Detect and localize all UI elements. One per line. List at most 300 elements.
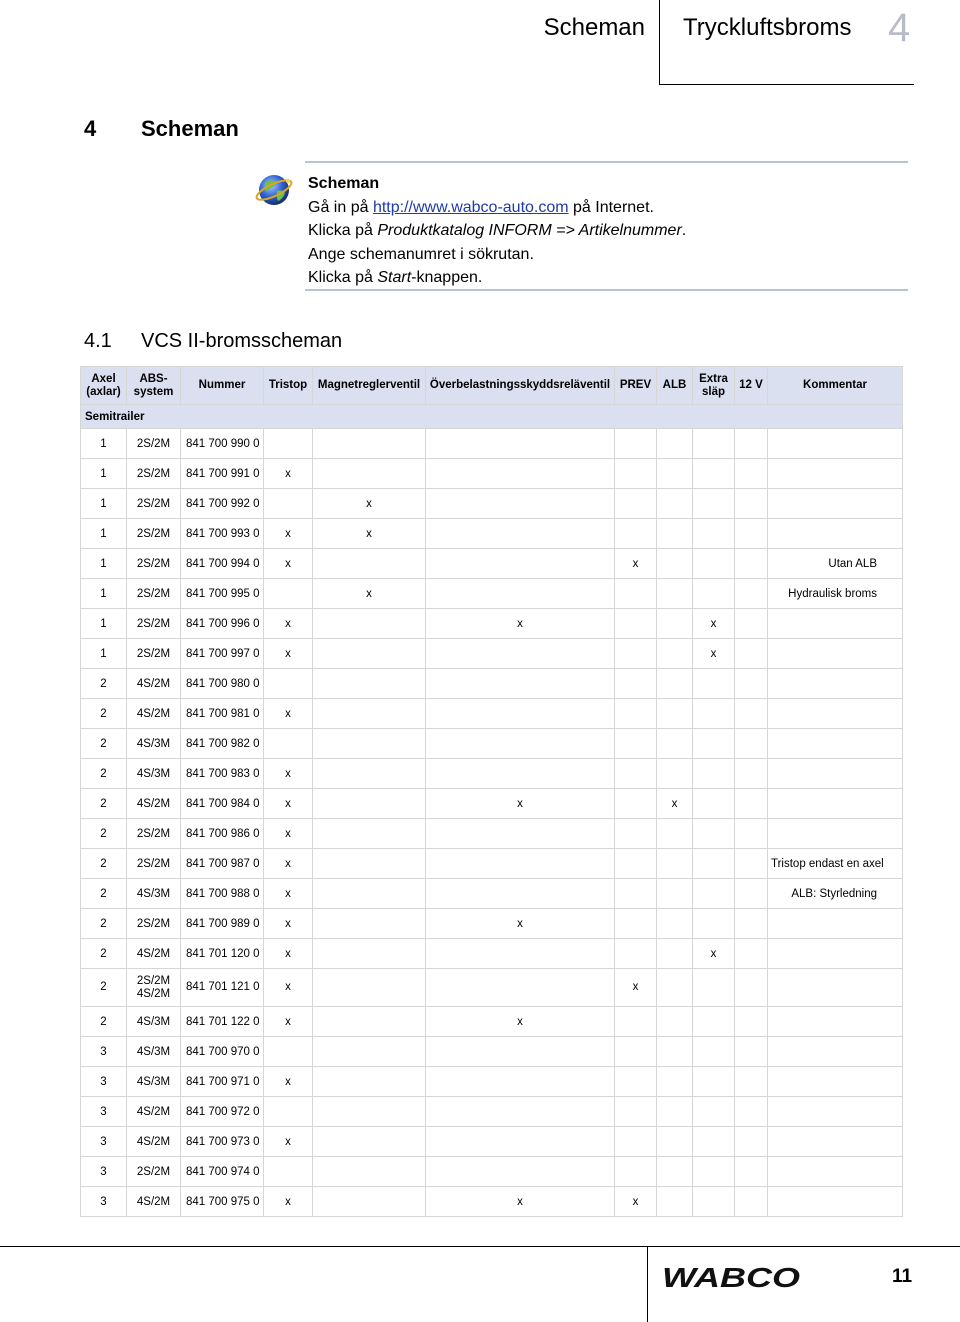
column-header-extra-slap: Extra släp [693,367,735,405]
cell-kommentar: ALB: Styrledning [768,879,903,909]
cell-extra-slap [693,1187,735,1217]
header-chapter-number: 4 [888,6,911,50]
cell-prev [615,849,657,879]
cell-extra-slap [693,579,735,609]
info-text: Gå in på [308,198,373,216]
table-row [81,729,903,759]
table-row [81,1127,903,1157]
cell-alb [657,729,693,759]
info-text: Klicka på [308,222,378,239]
cell-tristop [264,429,313,459]
cell-alb [657,909,693,939]
cell-alb [657,819,693,849]
cell-12v [735,1127,768,1157]
cell-abs-system: 2S/2M [127,849,181,879]
table-row [81,669,903,699]
cell-tristop: x [264,759,313,789]
cell-prev [615,1127,657,1157]
cell-alb: x [657,789,693,819]
cell-magnetreglerventil [313,609,426,639]
cell-abs-system: 4S/2M [127,939,181,969]
cell-12v [735,489,768,519]
cell-magnetreglerventil [313,939,426,969]
cell-abs-system: 2S/2M [127,909,181,939]
cell-prev [615,939,657,969]
cell-kommentar [768,699,903,729]
cell-nummer: 841 700 991 0 [181,459,264,489]
table-row [81,699,903,729]
cell-magnetreglerventil [313,759,426,789]
cell-kommentar [768,1127,903,1157]
cell-nummer: 841 700 981 0 [181,699,264,729]
cell-abs-system: 4S/2M [127,1097,181,1127]
cell-12v [735,579,768,609]
cell-alb [657,1187,693,1217]
wabco-logo-text: WABCO [662,1263,801,1291]
footer-rule [0,1246,960,1247]
cell-magnetreglerventil [313,1157,426,1187]
cell-magnetreglerventil [313,459,426,489]
cell-alb [657,669,693,699]
cell-axel: 2 [81,1007,127,1037]
cell-nummer: 841 700 974 0 [181,1157,264,1187]
cell-nummer: 841 700 994 0 [181,549,264,579]
cell-tristop: x [264,1067,313,1097]
cell-prev [615,879,657,909]
info-catalog-path: Produktkatalog INFORM => Artikelnummer [377,222,682,239]
section-title: VCS II-bromsscheman [141,330,343,352]
cell-magnetreglerventil [313,1097,426,1127]
cell-abs-system: 2S/2M [127,459,181,489]
table-row [81,459,903,489]
table-row [81,879,903,909]
table-row [81,819,903,849]
cell-alb [657,429,693,459]
cell-extra-slap [693,549,735,579]
table-row [81,939,903,969]
cell-kommentar [768,729,903,759]
cell-axel: 1 [81,429,127,459]
table-row [81,489,903,519]
cell-overbelastningsskydd [426,759,615,789]
cell-alb [657,879,693,909]
info-text: -knappen. [411,269,483,286]
cell-prev [615,1097,657,1127]
cell-nummer: 841 700 984 0 [181,789,264,819]
cell-nummer: 841 700 970 0 [181,1037,264,1067]
cell-extra-slap [693,1127,735,1157]
cell-overbelastningsskydd: x [426,909,615,939]
table-row [81,849,903,879]
cell-overbelastningsskydd [426,579,615,609]
cell-magnetreglerventil [313,969,426,1007]
cell-extra-slap [693,729,735,759]
cell-magnetreglerventil [313,909,426,939]
cell-tristop: x [264,939,313,969]
cell-axel: 1 [81,519,127,549]
section-number: 4.1 [84,330,112,352]
cell-magnetreglerventil: x [313,579,426,609]
cell-overbelastningsskydd [426,1127,615,1157]
cell-magnetreglerventil [313,1007,426,1037]
table-row [81,789,903,819]
cell-kommentar [768,819,903,849]
cell-abs-system: 4S/3M [127,1007,181,1037]
cell-magnetreglerventil [313,1127,426,1157]
cell-axel: 2 [81,909,127,939]
cell-prev [615,1037,657,1067]
cell-axel: 3 [81,1127,127,1157]
cell-overbelastningsskydd [426,1067,615,1097]
cell-prev [615,909,657,939]
cell-magnetreglerventil [313,849,426,879]
cell-prev: x [615,549,657,579]
table-row [81,549,903,579]
table-row [81,1187,903,1217]
cell-magnetreglerventil [313,549,426,579]
cell-12v [735,1187,768,1217]
cell-12v [735,879,768,909]
cell-alb [657,969,693,1007]
cell-kommentar [768,759,903,789]
info-box-top-rule [305,161,908,163]
cell-tristop: x [264,609,313,639]
cell-overbelastningsskydd [426,1037,615,1067]
cell-kommentar [768,639,903,669]
footer-divider [647,1246,648,1322]
cell-alb [657,1067,693,1097]
cell-12v [735,549,768,579]
cell-tristop: x [264,549,313,579]
cell-prev [615,639,657,669]
cell-12v [735,1037,768,1067]
cell-magnetreglerventil [313,699,426,729]
cell-abs-system: 4S/2M [127,789,181,819]
cell-prev [615,789,657,819]
cell-12v [735,969,768,1007]
cell-magnetreglerventil [313,429,426,459]
table-row [81,909,903,939]
column-header-magnetreglerventil: Magnetreglerventil [313,367,426,405]
cell-alb [657,639,693,669]
info-text: på Internet. [568,198,654,216]
column-header-12v: 12 V [735,367,768,405]
cell-12v [735,669,768,699]
cell-prev [615,579,657,609]
cell-nummer: 841 700 986 0 [181,819,264,849]
cell-extra-slap [693,459,735,489]
cell-nummer: 841 701 122 0 [181,1007,264,1037]
wabco-logo [661,1263,801,1291]
cell-prev [615,609,657,639]
cell-overbelastningsskydd: x [426,1007,615,1037]
cell-kommentar [768,789,903,819]
cell-axel: 2 [81,969,127,1007]
cell-overbelastningsskydd [426,429,615,459]
cell-extra-slap [693,1097,735,1127]
header-section: Scheman [543,14,645,41]
cell-overbelastningsskydd [426,879,615,909]
cell-kommentar [768,519,903,549]
cell-extra-slap [693,759,735,789]
cell-prev: x [615,1187,657,1217]
cell-axel: 1 [81,549,127,579]
cell-overbelastningsskydd [426,729,615,759]
cell-axel: 3 [81,1187,127,1217]
column-header-axel: Axel (axlar) [81,367,127,405]
cell-alb [657,549,693,579]
cell-overbelastningsskydd [426,969,615,1007]
cell-axel: 2 [81,759,127,789]
cell-kommentar [768,1067,903,1097]
table-row [81,1157,903,1187]
cell-overbelastningsskydd [426,1157,615,1187]
cell-tristop: x [264,459,313,489]
cell-12v [735,819,768,849]
cell-overbelastningsskydd [426,819,615,849]
table-row [81,579,903,609]
cell-magnetreglerventil [313,819,426,849]
cell-alb [657,1037,693,1067]
cell-overbelastningsskydd [426,639,615,669]
cell-tristop: x [264,519,313,549]
cell-extra-slap [693,879,735,909]
cell-axel: 1 [81,579,127,609]
cell-alb [657,699,693,729]
cell-axel: 1 [81,489,127,519]
cell-axel: 3 [81,1067,127,1097]
cell-extra-slap [693,669,735,699]
cell-12v [735,699,768,729]
cell-abs-system: 4S/2M [127,699,181,729]
cell-nummer: 841 700 971 0 [181,1067,264,1097]
cell-extra-slap [693,1007,735,1037]
cell-abs-system: 2S/2M [127,549,181,579]
wabco-website-link[interactable]: http://www.wabco-auto.com [372,198,569,216]
cell-12v [735,909,768,939]
cell-abs-system: 2S/2M [127,489,181,519]
cell-overbelastningsskydd: x [426,609,615,639]
cell-12v [735,849,768,879]
cell-tristop: x [264,789,313,819]
cell-tristop: x [264,639,313,669]
cell-alb [657,759,693,789]
info-box-text [308,172,686,290]
cell-overbelastningsskydd [426,459,615,489]
cell-axel: 2 [81,729,127,759]
cell-12v [735,729,768,759]
cell-abs-system: 2S/2M [127,579,181,609]
cell-axel: 2 [81,879,127,909]
cell-axel: 1 [81,459,127,489]
cell-nummer: 841 700 990 0 [181,429,264,459]
cell-kommentar [768,939,903,969]
table-row [81,1037,903,1067]
cell-12v [735,429,768,459]
table-row [81,429,903,459]
cell-extra-slap [693,909,735,939]
table-row [81,639,903,669]
table-header-row [81,367,903,405]
cell-abs-system: 4S/3M [127,759,181,789]
cell-extra-slap [693,429,735,459]
cell-tristop: x [264,819,313,849]
cell-tristop: x [264,1127,313,1157]
header-topic: Tryckluftsbroms [683,14,852,41]
cell-axel: 3 [81,1097,127,1127]
cell-abs-system: 2S/2M [127,639,181,669]
cell-tristop: x [264,909,313,939]
cell-12v [735,759,768,789]
cell-kommentar [768,609,903,639]
cell-magnetreglerventil [313,1187,426,1217]
cell-overbelastningsskydd [426,699,615,729]
info-text: . [681,222,687,239]
cell-nummer: 841 700 988 0 [181,879,264,909]
cell-prev [615,729,657,759]
cell-abs-system: 4S/3M [127,1067,181,1097]
cell-extra-slap [693,699,735,729]
cell-extra-slap [693,1157,735,1187]
cell-tristop: x [264,879,313,909]
cell-axel: 3 [81,1157,127,1187]
cell-overbelastningsskydd [426,669,615,699]
cell-12v [735,609,768,639]
cell-magnetreglerventil [313,729,426,759]
cell-overbelastningsskydd [426,1097,615,1127]
info-text: Klicka på [308,269,378,286]
table-row [81,609,903,639]
cell-alb [657,459,693,489]
table-row [81,519,903,549]
cell-12v [735,519,768,549]
cell-12v [735,1067,768,1097]
page-number: 11 [891,1266,913,1287]
cell-12v [735,639,768,669]
cell-nummer: 841 700 982 0 [181,729,264,759]
cell-alb [657,579,693,609]
cell-extra-slap [693,519,735,549]
chapter-title: Scheman [141,116,239,141]
cell-extra-slap: x [693,609,735,639]
cell-tristop [264,729,313,759]
cell-abs-system: 4S/2M [127,669,181,699]
cell-kommentar [768,669,903,699]
cell-alb [657,1127,693,1157]
cell-kommentar [768,1187,903,1217]
cell-12v [735,1097,768,1127]
cell-abs-system: 4S/2M [127,1127,181,1157]
cell-extra-slap [693,1067,735,1097]
cell-alb [657,939,693,969]
column-header-prev: PREV [615,367,657,405]
cell-kommentar [768,1007,903,1037]
cell-tristop [264,1037,313,1067]
cell-abs-system: 2S/2M [127,519,181,549]
cell-overbelastningsskydd [426,549,615,579]
info-line-start [308,266,686,290]
cell-kommentar [768,1157,903,1187]
cell-tristop: x [264,699,313,729]
cell-kommentar [768,1037,903,1067]
cell-prev [615,759,657,789]
cell-nummer: 841 700 995 0 [181,579,264,609]
cell-extra-slap [693,789,735,819]
info-start-button-name: Start [377,269,412,286]
cell-prev [615,1067,657,1097]
info-line-search: Ange schemanumret i sökrutan. [308,245,534,263]
cell-12v [735,789,768,819]
group-label-semitrailer: Semitrailer [81,405,903,429]
cell-abs-system: 2S/2M [127,1157,181,1187]
cell-abs-system: 4S/3M [127,1037,181,1067]
table-row [81,969,903,1007]
cell-magnetreglerventil: x [313,519,426,549]
table-row [81,759,903,789]
cell-prev [615,429,657,459]
info-box-bottom-rule [305,289,908,291]
cell-nummer: 841 700 997 0 [181,639,264,669]
cell-nummer: 841 700 992 0 [181,489,264,519]
brake-schema-table [80,366,903,1217]
column-header-overbelastningsskydd: Överbelastningsskyddsreläventil [426,367,615,405]
cell-tristop: x [264,1007,313,1037]
cell-axel: 2 [81,669,127,699]
column-header-abs-system: ABS- system [127,367,181,405]
cell-kommentar [768,489,903,519]
cell-prev [615,699,657,729]
cell-extra-slap [693,849,735,879]
cell-prev [615,519,657,549]
cell-axel: 2 [81,699,127,729]
cell-tristop [264,579,313,609]
cell-magnetreglerventil [313,669,426,699]
cell-tristop [264,1157,313,1187]
cell-abs-system: 4S/3M [127,879,181,909]
cell-tristop: x [264,969,313,1007]
cell-extra-slap [693,489,735,519]
cell-alb [657,519,693,549]
cell-nummer: 841 700 980 0 [181,669,264,699]
info-line-catalog [308,219,686,243]
cell-tristop: x [264,849,313,879]
cell-alb [657,849,693,879]
cell-kommentar: Hydraulisk broms [768,579,903,609]
cell-magnetreglerventil [313,789,426,819]
cell-overbelastningsskydd [426,939,615,969]
column-header-kommentar: Kommentar [768,367,903,405]
cell-prev [615,669,657,699]
cell-magnetreglerventil [313,1037,426,1067]
cell-extra-slap [693,969,735,1007]
globe-icon [255,171,295,209]
cell-nummer: 841 700 983 0 [181,759,264,789]
cell-abs-system: 4S/2M [127,1187,181,1217]
column-header-nummer: Nummer [181,367,264,405]
table-row [81,1007,903,1037]
cell-tristop [264,1097,313,1127]
cell-overbelastningsskydd [426,519,615,549]
column-header-alb: ALB [657,367,693,405]
cell-prev [615,459,657,489]
cell-nummer: 841 700 975 0 [181,1187,264,1217]
cell-tristop: x [264,1187,313,1217]
cell-nummer: 841 701 121 0 [181,969,264,1007]
cell-12v [735,1157,768,1187]
cell-nummer: 841 701 120 0 [181,939,264,969]
cell-axel: 1 [81,609,127,639]
cell-extra-slap [693,819,735,849]
